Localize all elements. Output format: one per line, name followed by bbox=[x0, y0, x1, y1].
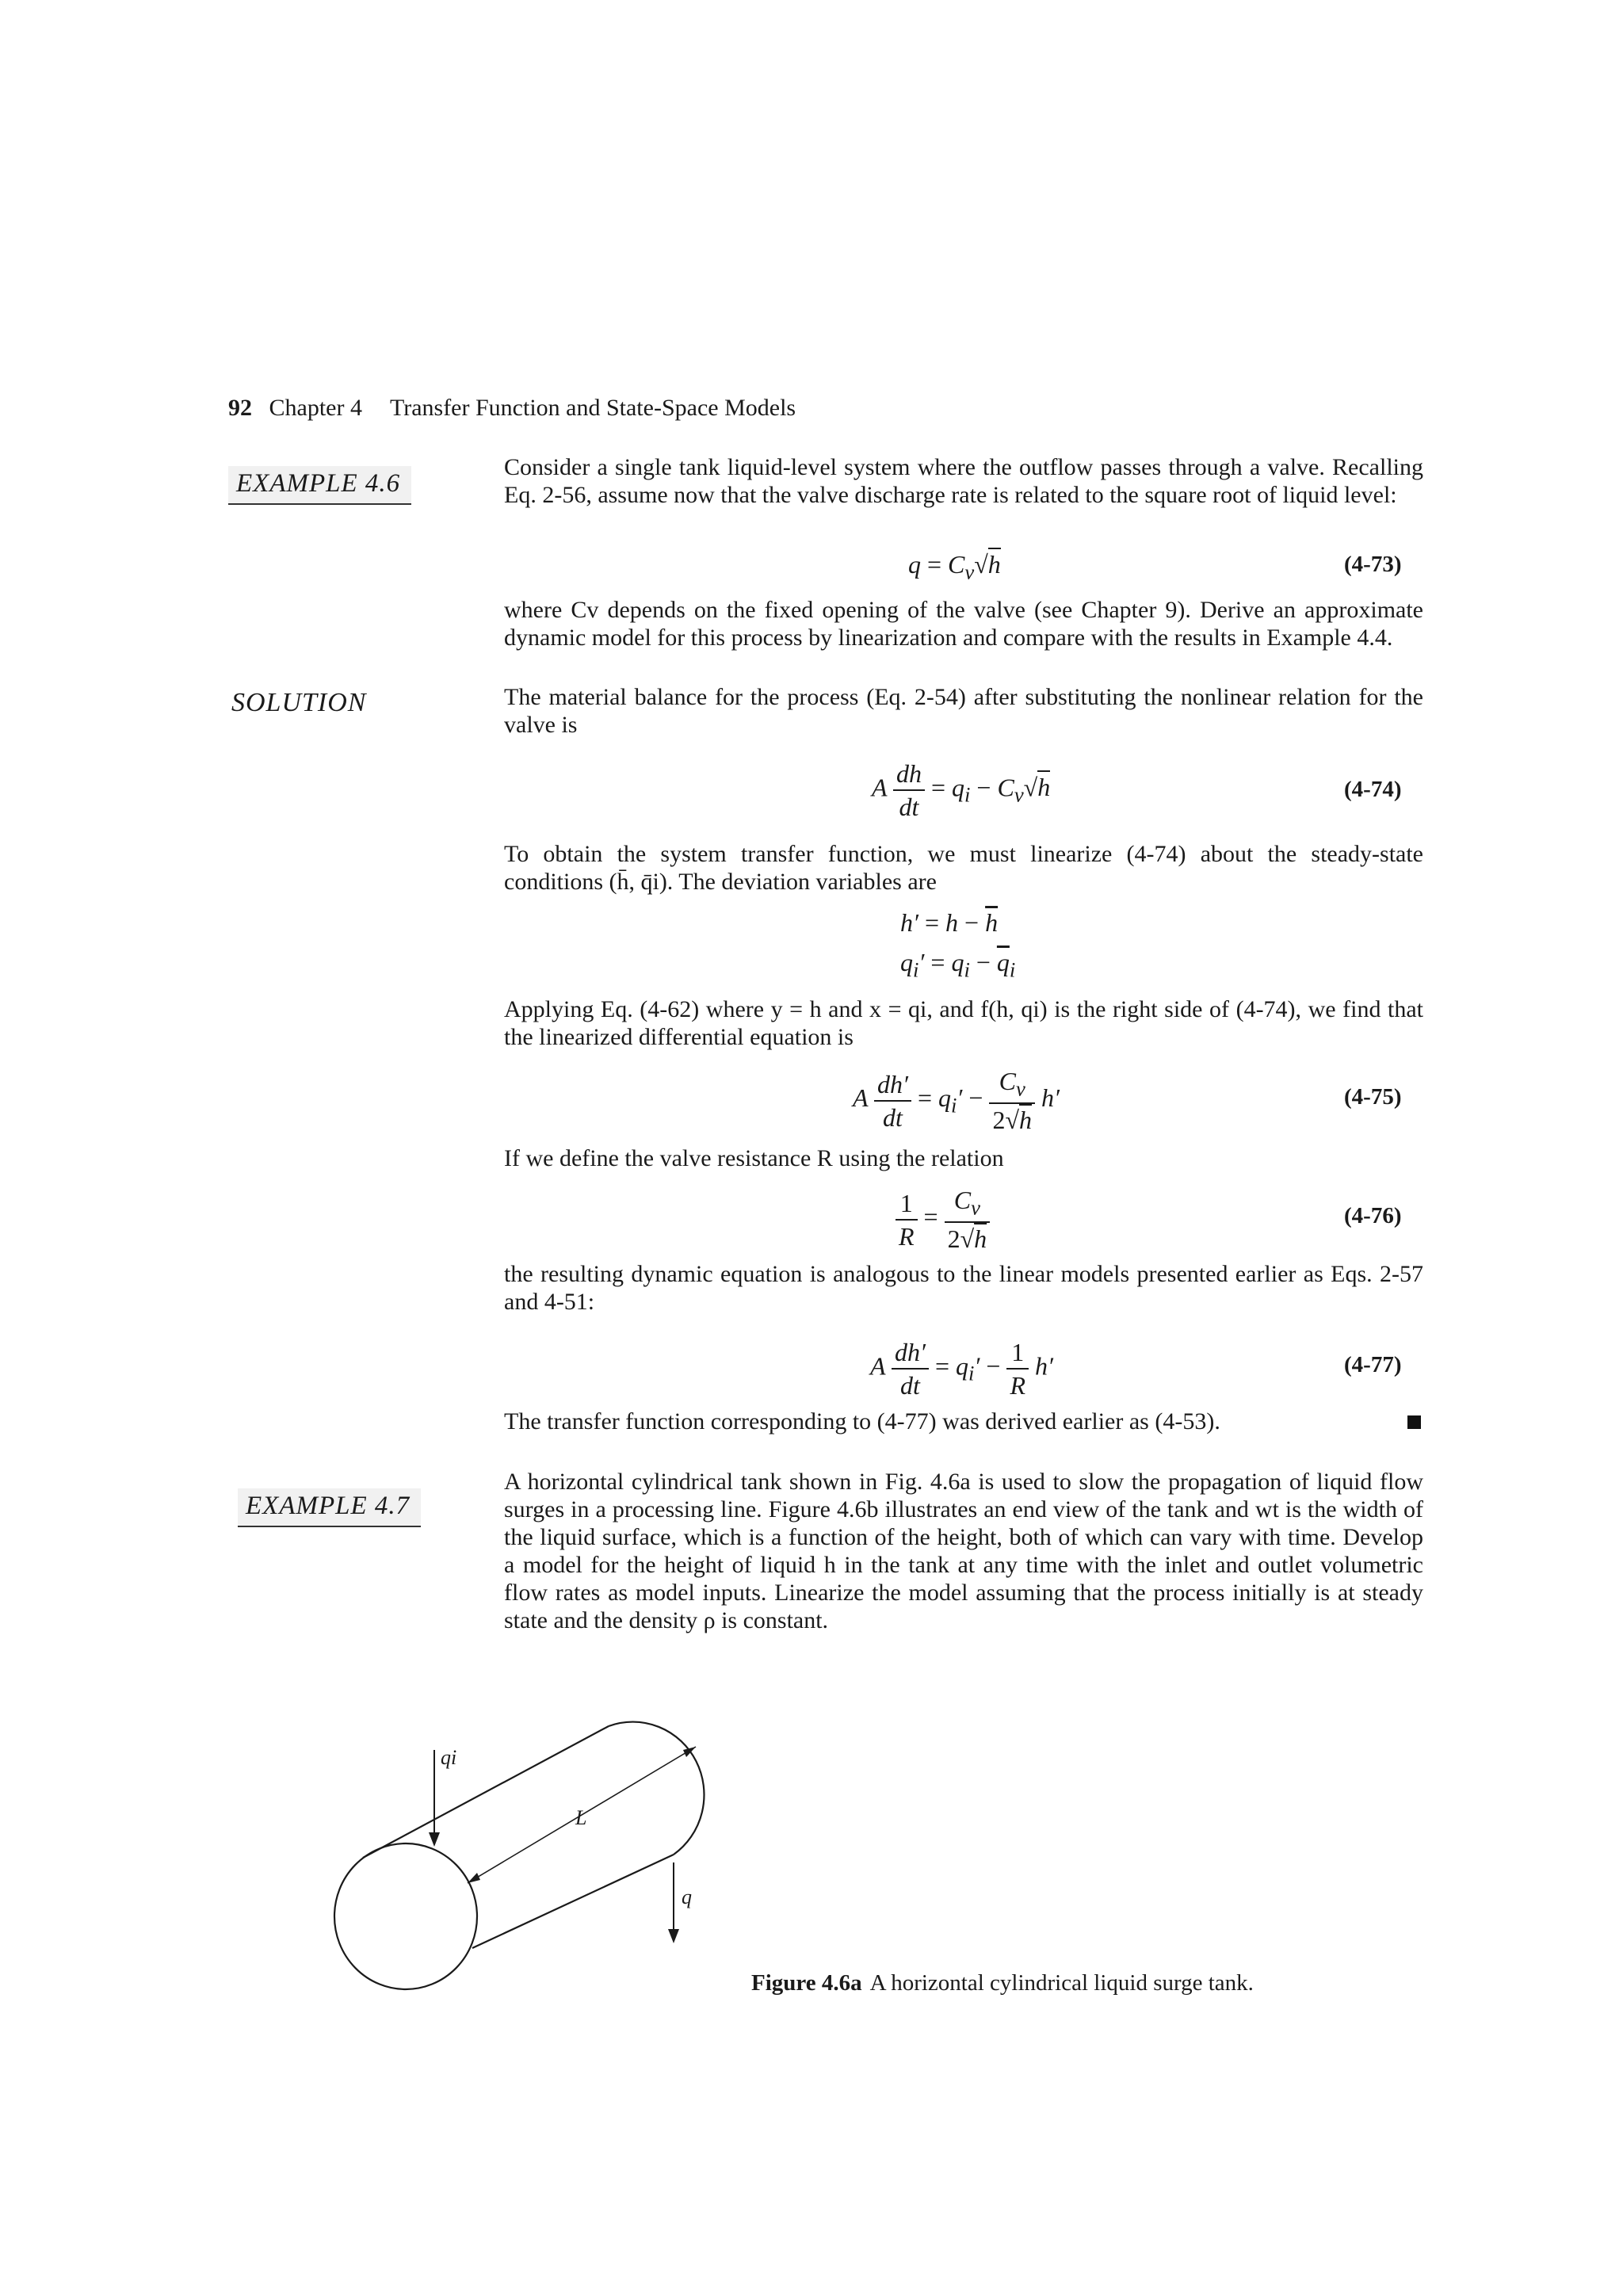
solution-paragraph-4: If we define the valve resistance R using the relation bbox=[504, 1145, 1004, 1171]
example-47-text: A horizontal cylindrical tank shown in Fig. 4.6a is used to slow the propagation of liquid flow surges in a processing line. Figure 4.6b illustrates an end view of the tank and wt is the width of the liquid surface, which is a function of the height, both of which can vary with time. Develop a model for the height of liquid h in the tank at any time with the inlet and outlet volumetric flow rates as model inputs. Linearize the model assuming that the process initially is at steady state and the density ρ is constant. bbox=[504, 1469, 1423, 1633]
figure-caption-text: A horizontal cylindrical liquid surge tank. bbox=[869, 1970, 1254, 1996]
solution-paragraph-6: The transfer function corresponding to (4-77) was derived earlier as (4-53). bbox=[504, 1408, 1220, 1435]
tank-bottom-edge bbox=[472, 1855, 674, 1948]
figure-caption-number: Figure 4.6a bbox=[751, 1970, 862, 1996]
figure-caption bbox=[751, 1970, 1254, 1996]
end-of-example-mark bbox=[1407, 1415, 1421, 1429]
chapter-label: Chapter 4 bbox=[269, 395, 362, 421]
equation-4-76: $\frac{1}{R}$ = $\frac{C_v}{2√h}$ bbox=[896, 1187, 990, 1251]
tank-end-front bbox=[334, 1843, 477, 1989]
solution-label: SOLUTION bbox=[231, 688, 367, 717]
eq-number-4-77: (4-77) bbox=[1344, 1352, 1402, 1377]
eq-number-4-73: (4-73) bbox=[1344, 552, 1402, 577]
chapter-title: Transfer Function and State-Space Models bbox=[389, 395, 796, 421]
running-header bbox=[228, 395, 796, 422]
example-46-label: EXAMPLE 4.6 bbox=[228, 466, 411, 505]
equation-4-77: A $\frac{dh'}{dt}$ = $q_i'$ − $\frac{1}{R}$ h′ bbox=[870, 1338, 1054, 1400]
example-46-intro: Consider a single tank liquid-level system where the outflow passes through a valve. Recalling Eq. 2-56, assume now that the valve discharge rate is related to the square root of liquid level: bbox=[504, 454, 1423, 508]
solution-paragraph-5: the resulting dynamic equation is analogous to the linear models presented earlier as Eqs. 2-57 and 4-51: bbox=[504, 1261, 1423, 1315]
label-q: q bbox=[682, 1885, 692, 1908]
example-46-after-eq: where Cv depends on the fixed opening of the valve (see Chapter 9). Derive an approximate dynamic model for this process by linearization and compare with the results in Example 4.4. bbox=[504, 597, 1423, 651]
label-L: L bbox=[575, 1806, 587, 1829]
solution-paragraph-1: The material balance for the process (Eq. 2-54) after substituting the nonlinear relation for the valve is bbox=[504, 684, 1423, 738]
eq-number-4-75: (4-75) bbox=[1344, 1084, 1402, 1110]
eq-number-4-76: (4-76) bbox=[1344, 1203, 1402, 1228]
page-number: 92 bbox=[228, 395, 252, 421]
solution-paragraph-2: To obtain the system transfer function, we must linearize (4-74) about the steady-state conditions (h̄, q̄i). The deviation variables are bbox=[504, 841, 1423, 895]
tank-end-back bbox=[609, 1722, 704, 1855]
deviation-qi: $q_i' = q_i - \overline{q}_i$ bbox=[900, 948, 1016, 982]
deviation-h: $h' = h - \overline{h}$ bbox=[900, 908, 999, 937]
equation-4-75: A $\frac{dh'}{dt}$ = $q_i'$ − $\frac{C_v}{2√h}$ h′ bbox=[853, 1067, 1060, 1135]
eq-number-4-74: (4-74) bbox=[1344, 777, 1402, 802]
solution-paragraph-3: Applying Eq. (4-62) where y = h and x = qi, and f(h, qi) is the right side of (4-74), we find that the linearized differential equation is bbox=[504, 996, 1423, 1050]
tank-top-edge bbox=[363, 1726, 609, 1858]
label-qi: qi bbox=[441, 1746, 457, 1769]
equation-4-73: $q = C_v√h$ bbox=[908, 550, 1001, 584]
equation-4-74: A $\frac{dh}{dt}$ = $q_i - C_v√h$ bbox=[872, 759, 1051, 821]
figure-cylindrical-tank bbox=[317, 1696, 761, 1997]
example-47-label: EXAMPLE 4.7 bbox=[238, 1488, 421, 1527]
